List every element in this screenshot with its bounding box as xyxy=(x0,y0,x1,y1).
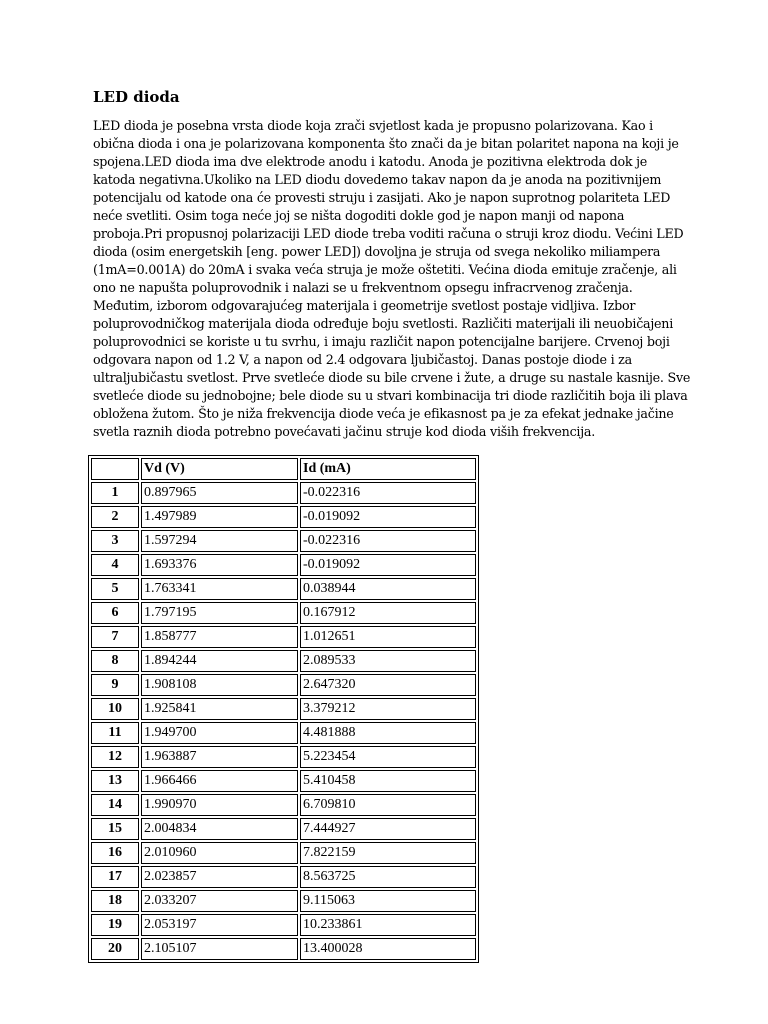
paragraph-line: obložena žutom. Što je niža frekvencija diode veća je efikasnost pa je za efekat jednake jačine xyxy=(93,406,674,421)
table-row xyxy=(91,938,476,960)
paragraph-line: ono ne napušta poluprovodnik i nalazi se u frekventnom opsegu infracrvenog zračenja. xyxy=(93,280,633,295)
row-index: 16 xyxy=(91,842,139,864)
paragraph-line: katoda negativna.Ukoliko na LED diodu dovedemo takav napon da je anoda na pozitivnijem xyxy=(93,172,662,187)
paragraph-line: poluprovodničkog materijala dioda određuje boju svetlosti. Različiti materijali ili neuobičajeni xyxy=(93,316,674,331)
table-row xyxy=(91,674,476,696)
id-cell: 5.410458 xyxy=(300,770,476,792)
row-index: 20 xyxy=(91,938,139,960)
id-cell: 2.647320 xyxy=(300,674,476,696)
row-index: 8 xyxy=(91,650,139,672)
id-cell: 7.444927 xyxy=(300,818,476,840)
row-index: 7 xyxy=(91,626,139,648)
table-row xyxy=(91,578,476,600)
id-cell: 10.233861 xyxy=(300,914,476,936)
id-cell: 13.400028 xyxy=(300,938,476,960)
row-index: 19 xyxy=(91,914,139,936)
id-cell: -0.019092 xyxy=(300,554,476,576)
id-cell: 5.223454 xyxy=(300,746,476,768)
id-cell: 6.709810 xyxy=(300,794,476,816)
page-heading: LED dioda xyxy=(93,88,180,106)
paragraph-line: obična dioda i ona je polarizovana komponenta što znači da je bitan polaritet napona na koji je xyxy=(93,136,679,151)
vd-cell: 1.597294 xyxy=(141,530,298,552)
vd-cell: 1.966466 xyxy=(141,770,298,792)
id-cell: 3.379212 xyxy=(300,698,476,720)
table-row xyxy=(91,530,476,552)
table-row xyxy=(91,866,476,888)
row-index: 3 xyxy=(91,530,139,552)
vd-cell: 1.925841 xyxy=(141,698,298,720)
vd-cell: 1.963887 xyxy=(141,746,298,768)
row-index: 13 xyxy=(91,770,139,792)
id-cell: 0.167912 xyxy=(300,602,476,624)
header-vd: Vd (V) xyxy=(141,458,298,480)
vd-cell: 0.897965 xyxy=(141,482,298,504)
row-index: 6 xyxy=(91,602,139,624)
vd-cell: 1.763341 xyxy=(141,578,298,600)
paragraph-line: svetla raznih dioda potrebno povećavati jačinu struje kod dioda viših frekvencija. xyxy=(93,424,596,439)
paragraph-line: odgovara napon od 1.2 V, a napon od 2.4 odgovara ljubičastoj. Danas postoje diode i za xyxy=(93,352,632,367)
row-index: 2 xyxy=(91,506,139,528)
vd-cell: 1.894244 xyxy=(141,650,298,672)
paragraph-line: potencijalu od katode ona će provesti struju i zasijati. Ako je napon suprotnog polariteta LED xyxy=(93,190,671,205)
vd-cell: 2.010960 xyxy=(141,842,298,864)
id-cell: 4.481888 xyxy=(300,722,476,744)
vd-cell: 1.693376 xyxy=(141,554,298,576)
row-index: 14 xyxy=(91,794,139,816)
row-index: 4 xyxy=(91,554,139,576)
table-body xyxy=(91,482,476,960)
row-index: 17 xyxy=(91,866,139,888)
paragraph-line: svetleće diode su jednobojne; bele diode su u stvari kombinacija tri diode različitih boja ili plava xyxy=(93,388,688,403)
paragraph-line: LED dioda je posebna vrsta diode koja zrači svjetlost kada je propusno polarizovana. Kao i xyxy=(93,118,653,133)
id-cell: -0.022316 xyxy=(300,530,476,552)
paragraph-line: dioda (osim energetskih [eng. power LED]) dovoljna je struja od svega nekoliko miliampera xyxy=(93,244,661,259)
table-row xyxy=(91,746,476,768)
paragraph-line: ultraljubičastu svetlost. Prve svetleće diode su bile crvene i žute, a druge su nastale kasnije. Sve xyxy=(93,370,691,385)
table-row xyxy=(91,602,476,624)
vd-cell: 2.105107 xyxy=(141,938,298,960)
id-cell: -0.019092 xyxy=(300,506,476,528)
paragraph-line: poluprovodnici se koriste u tu svrhu, i imaju različit napon potencijalne barijere. Crvenoj boji xyxy=(93,334,670,349)
table-row xyxy=(91,890,476,912)
id-cell: 9.115063 xyxy=(300,890,476,912)
paragraph-line: Međutim, izborom odgovarajućeg materijala i geometrije svetlost postaje vidljiva. Izbor xyxy=(93,298,636,313)
row-index: 11 xyxy=(91,722,139,744)
vd-cell: 2.053197 xyxy=(141,914,298,936)
vd-cell: 2.004834 xyxy=(141,818,298,840)
id-cell: -0.022316 xyxy=(300,482,476,504)
vd-cell: 1.990970 xyxy=(141,794,298,816)
vd-cell: 1.908108 xyxy=(141,674,298,696)
row-index: 15 xyxy=(91,818,139,840)
table-row xyxy=(91,818,476,840)
table-row xyxy=(91,794,476,816)
vd-cell: 1.797195 xyxy=(141,602,298,624)
paragraph-line: proboja.Pri propusnoj polarizaciji LED diode treba voditi računa o struji kroz diodu. Većini LED xyxy=(93,226,684,241)
id-cell: 1.012651 xyxy=(300,626,476,648)
row-index: 9 xyxy=(91,674,139,696)
row-index: 5 xyxy=(91,578,139,600)
paragraph-line: (1mA=0.001A) do 20mA i svaka veća struja je može oštetiti. Većina dioda emituje zračenje, ali xyxy=(93,262,677,277)
row-index: 10 xyxy=(91,698,139,720)
table-row xyxy=(91,650,476,672)
vd-cell: 1.858777 xyxy=(141,626,298,648)
body-paragraph xyxy=(93,117,691,441)
table-row xyxy=(91,626,476,648)
table-row xyxy=(91,554,476,576)
row-index: 1 xyxy=(91,482,139,504)
id-cell: 2.089533 xyxy=(300,650,476,672)
table-row xyxy=(91,722,476,744)
row-index: 18 xyxy=(91,890,139,912)
header-index xyxy=(91,458,139,480)
vd-cell: 2.023857 xyxy=(141,866,298,888)
header-id: Id (mA) xyxy=(300,458,476,480)
id-cell: 7.822159 xyxy=(300,842,476,864)
table-row xyxy=(91,482,476,504)
id-cell: 8.563725 xyxy=(300,866,476,888)
row-index: 12 xyxy=(91,746,139,768)
vd-cell: 1.497989 xyxy=(141,506,298,528)
paragraph-line: spojena.LED dioda ima dve elektrode anodu i katodu. Anoda je pozitivna elektroda dok je xyxy=(93,154,648,169)
measurement-table xyxy=(88,455,479,963)
vd-cell: 1.949700 xyxy=(141,722,298,744)
table-row xyxy=(91,770,476,792)
paragraph-line: neće svetliti. Osim toga neće joj se ništa dogoditi dokle god je napon manji od napona xyxy=(93,208,625,223)
table-row xyxy=(91,698,476,720)
table-header-row xyxy=(91,458,476,480)
table-row xyxy=(91,914,476,936)
table-row xyxy=(91,842,476,864)
table-row xyxy=(91,506,476,528)
vd-cell: 2.033207 xyxy=(141,890,298,912)
id-cell: 0.038944 xyxy=(300,578,476,600)
